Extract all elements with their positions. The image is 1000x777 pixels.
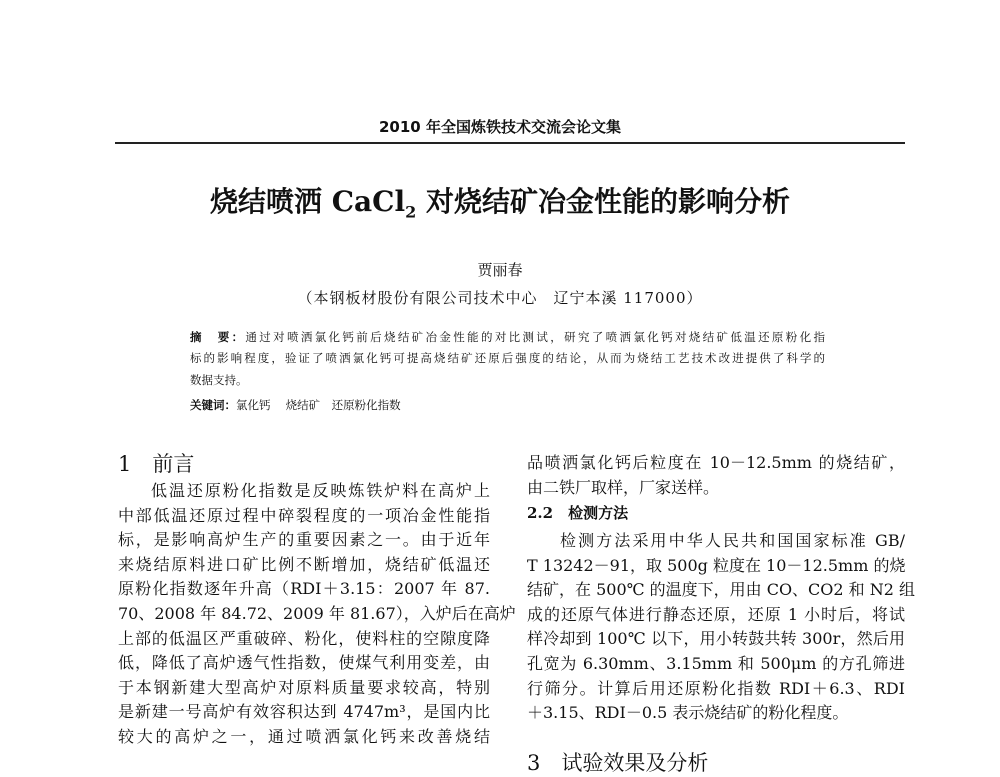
subsection-heading-2-2: 2.2 检测方法 [527, 504, 629, 522]
body-line: 样冷却到 100℃ 以下，用小转鼓共转 300r，然后用 [527, 629, 905, 649]
body-line: 由二铁厂取样，厂家送样。 [527, 478, 720, 497]
body-line: 标，是影响高炉生产的重要因素之一。由于近年 [118, 530, 490, 550]
abstract-line: 数据支持。 [190, 373, 248, 387]
keywords-label: 关键词： [190, 398, 236, 412]
body-line: 低温还原粉化指数是反映炼铁炉料在高炉上 [151, 481, 490, 500]
body-line: ＋3.15、RDI－0.5 表示烧结矿的粉化程度。 [527, 703, 849, 723]
abstract-label: 摘 要： [190, 330, 246, 344]
keywords: 氯化钙 烧结矿 还原粉化指数 [236, 398, 401, 412]
body-line: 检测方法采用中华人民共和国国家标准 GB/ [560, 531, 905, 550]
abstract-line: 标的影响程度，验证了喷洒氯化钙可提高烧结矿还原后强度的结论，从而为烧结工艺技术改进提供了科学的 [190, 351, 825, 365]
body-line: T 13242－91，取 500g 粒度在 10－12.5mm 的烧 [527, 555, 906, 575]
body-line: 孔宽为 6.30mm、3.15mm 和 500μm 的方孔筛进 [527, 654, 905, 673]
header-rule [115, 142, 905, 144]
title-pre: 烧结喷洒 CaCl [210, 185, 406, 218]
body-line: 来烧结原料进口矿比例不断增加，烧结矿低温还 [118, 554, 490, 574]
body-line: 品喷洒氯化钙后粒度在 10－12.5mm 的烧结矿， [527, 453, 905, 472]
author: 贾丽春 [477, 261, 523, 279]
body-line: 结矿，在 500℃ 的温度下，用由 CO、CO2 和 N2 组 [527, 580, 916, 600]
body-line: 较大的高炉之一，通过喷洒氯化钙来改善烧结 [118, 727, 490, 746]
paper-title [0, 180, 1000, 222]
title-subscript: 2 [405, 202, 417, 222]
body-line: 成的还原气体进行静态还原，还原 1 小时后，将试 [527, 604, 905, 624]
body-line: 于本钢新建大型高炉对原料质量要求较高，特别 [118, 677, 490, 697]
affiliation: （本钢板材股份有限公司技术中心 辽宁本溪 117000） [297, 289, 703, 307]
section-heading-3: 3 试验效果及分析 [527, 751, 709, 775]
body-line: 原粉化指数逐年升高（RDI＋3.15：2007 年 87. [118, 579, 490, 599]
body-line: 中部低温还原过程中碎裂程度的一项冶金性能指 [118, 505, 490, 525]
body-line: 行筛分。计算后用还原粉化指数 RDI＋6.3、RDI [527, 678, 905, 698]
abstract-text: 通过对喷洒氯化钙前后烧结矿冶金性能的对比测试，研究了喷洒氯化钙对烧结矿低温还原粉化指 [245, 330, 825, 344]
section-heading-1: 1 前言 [118, 452, 195, 476]
title-post: 对烧结矿冶金性能的影响分析 [416, 185, 790, 218]
body-line: 上部的低温区严重破碎、粉化，使料柱的空隙度降 [118, 628, 490, 648]
body-line: 低，降低了高炉透气性指数，使煤气利用变差，由 [118, 653, 490, 673]
running-header: 2010 年全国炼铁技术交流会论文集 [379, 118, 621, 136]
abstract-line [190, 329, 825, 345]
keywords-line [190, 397, 825, 413]
body-line: 70、2008 年 84.72、2009 年 81.67），入炉后在高炉 [118, 604, 516, 623]
body-line: 是新建一号高炉有效容积达到 4747m³，是国内比 [118, 702, 490, 722]
